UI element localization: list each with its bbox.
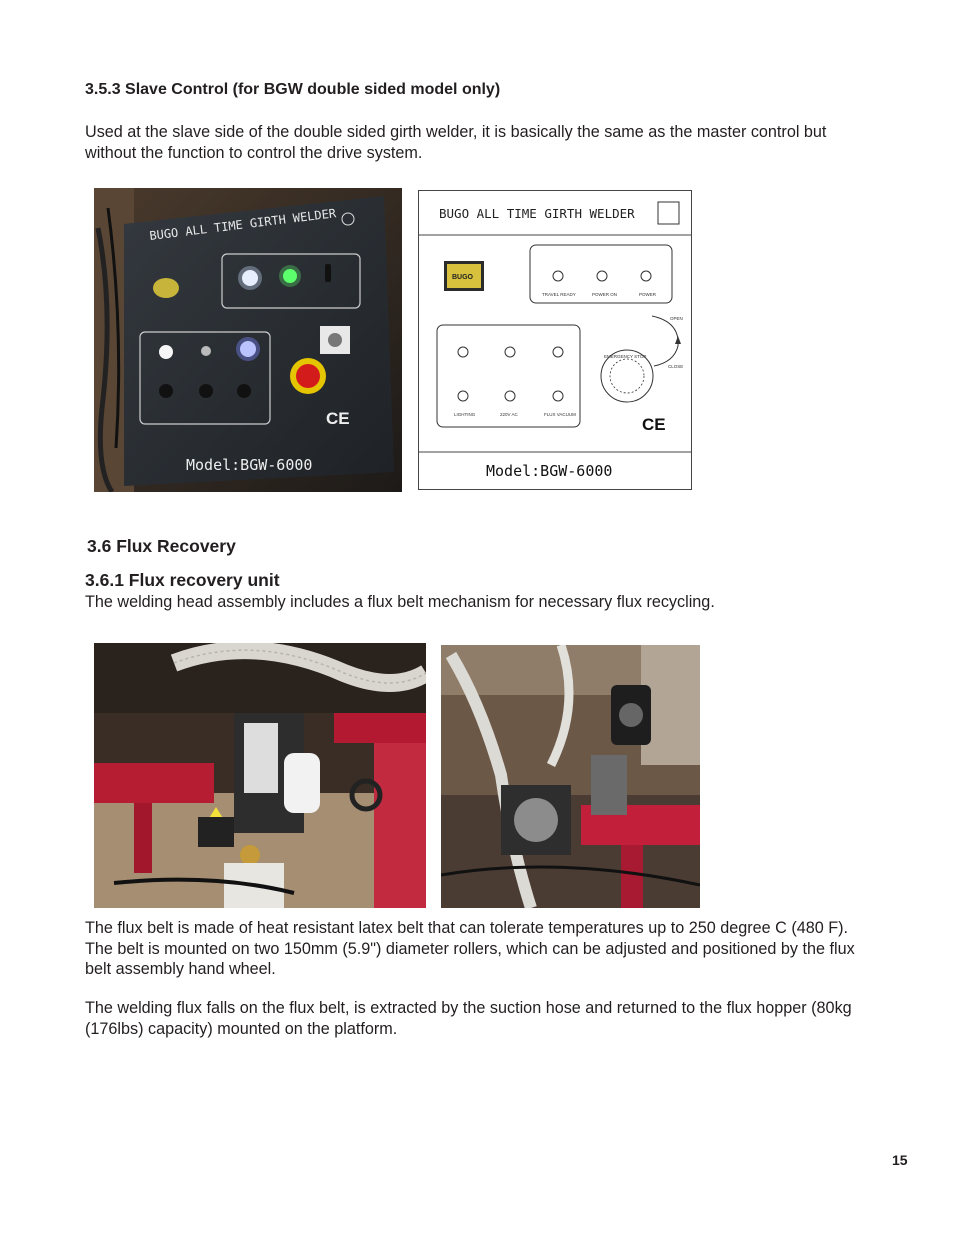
diagram-title: BUGO ALL TIME GIRTH WELDER (439, 206, 635, 221)
diagram-ce: CE (642, 415, 666, 434)
panel-photo-title: BUGO ALL TIME GIRTH WELDER (148, 206, 337, 243)
flux-belt-paragraph (85, 918, 925, 980)
paragraph-line: without the function to control the drive system. (85, 143, 423, 162)
section-heading-3-6-1: 3.6.1 Flux recovery unit (85, 570, 280, 590)
panel-photo-ce: CE (326, 409, 350, 428)
paragraph-line: (176lbs) capacity) mounted on the platform. (85, 1019, 398, 1038)
diagram-model: Model:BGW-6000 (486, 462, 613, 480)
section-3-6-1-intro: The welding head assembly includes a flux belt mechanism for necessary flux recycling. (85, 593, 715, 611)
paragraph-line: The belt is mounted on two 150mm (5.9") diameter rollers, which can be adjusted and positioned by the flux (85, 939, 855, 958)
paragraph-line: The flux belt is made of heat resistant latex belt that can tolerate temperatures up to 250 degree C (480 F). (85, 919, 849, 937)
flux-recovery-photo-right (441, 645, 700, 908)
diagram-bottom-label: 220V AC (500, 412, 518, 417)
page-number: 15 (892, 1152, 908, 1168)
diagram-switch-label: CLOSE (668, 364, 684, 369)
diagram-top-label: POWER (639, 292, 657, 297)
paragraph-line: Used at the slave side of the double sided girth welder, it is basically the same as the master control but (85, 123, 827, 141)
paragraph-line: The welding flux falls on the flux belt, is extracted by the suction hose and returned to the flux hopper (80kg (85, 999, 852, 1017)
diagram-logo: BUGO (452, 274, 473, 281)
section-heading-3-5-3: 3.5.3 Slave Control (for BGW double sided model only) (85, 81, 501, 98)
section-3-5-3-paragraph (85, 122, 915, 163)
diagram-switch-label: OPEN (670, 316, 683, 321)
flux-hopper-paragraph (85, 998, 925, 1039)
control-panel-diagram (418, 190, 692, 490)
panel-photo-model: Model:BGW-6000 (186, 456, 313, 474)
flux-recovery-photo-left (94, 643, 426, 908)
diagram-estop-label: EMERGENCY STOP (604, 354, 647, 359)
section-heading-3-6: 3.6 Flux Recovery (87, 536, 236, 556)
control-panel-photo (94, 188, 402, 492)
diagram-top-label: POWER ON (592, 292, 618, 297)
paragraph-line: belt assembly hand wheel. (85, 960, 276, 978)
diagram-top-label: TRAVEL READY (542, 292, 576, 297)
diagram-bottom-label: LIGHTING (454, 412, 476, 417)
diagram-bottom-label: FLUX VACUUM (544, 412, 576, 417)
